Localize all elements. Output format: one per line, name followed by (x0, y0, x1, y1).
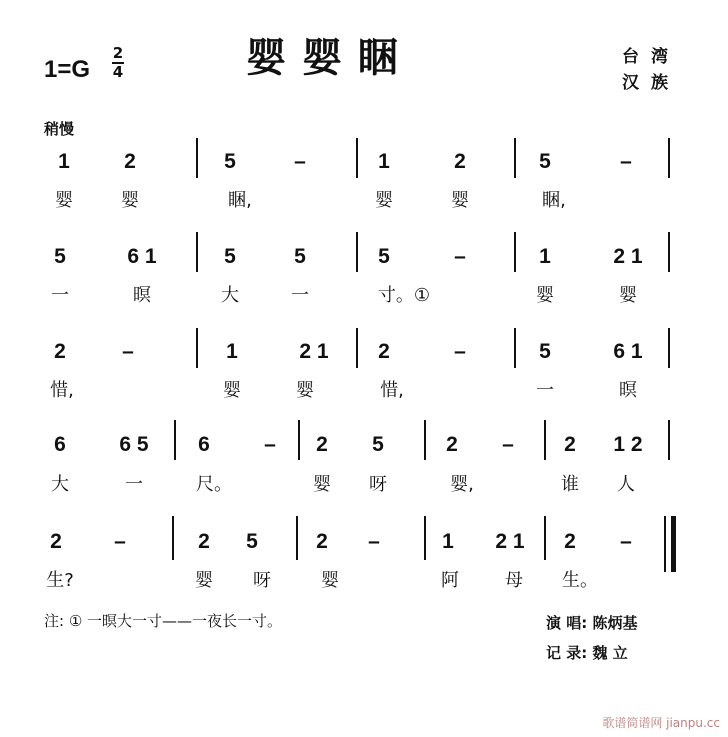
barline (356, 328, 358, 368)
lyric: 婴 (321, 570, 339, 591)
note: 1 (226, 340, 238, 363)
lyric: 惜, (380, 380, 404, 401)
footnote: 注: ① 一暝大一寸——一夜长一寸。 (44, 612, 283, 630)
lyric: 婴 (451, 190, 469, 211)
meter-top: 2 (112, 44, 124, 62)
barline (196, 232, 198, 272)
note: 2 (378, 340, 390, 363)
note: 5 (539, 340, 551, 363)
note: – (502, 433, 514, 456)
note: 6 (198, 433, 210, 456)
lyric: 母 (505, 570, 523, 591)
barline (514, 232, 516, 272)
note: 1 (442, 530, 454, 553)
note: 2 (564, 530, 576, 553)
barline (356, 232, 358, 272)
lyric: 人 (617, 474, 635, 495)
note: 2 1 (495, 530, 525, 553)
lyric: 呀 (253, 570, 271, 591)
note: – (294, 150, 306, 173)
lyric: 尺。 (196, 474, 232, 495)
lyric: 睏, (228, 190, 252, 211)
lyric: 阿 (441, 570, 459, 591)
barline (668, 232, 670, 272)
note: 5 (246, 530, 258, 553)
note: – (122, 340, 134, 363)
barline (668, 420, 670, 460)
note: – (454, 245, 466, 268)
lyric: 呀 (369, 474, 387, 495)
barline (356, 138, 358, 178)
meter-bottom: 4 (112, 63, 124, 81)
lyric: 生? (46, 570, 74, 591)
barline (424, 420, 426, 460)
watermark: 歌谱简谱网 jianpu.cc (602, 716, 720, 730)
note: 5 (54, 245, 66, 268)
lyric: 婴, (450, 474, 474, 495)
lyric: 大 (221, 285, 239, 306)
lyric: 婴 (223, 380, 241, 401)
lyric: 寸。① (377, 285, 431, 306)
lyric: 婴 (536, 285, 554, 306)
barline (544, 420, 546, 460)
barline (296, 516, 298, 560)
lyric: 一 (125, 474, 143, 495)
lyric: 婴 (313, 474, 331, 495)
barline (298, 420, 300, 460)
note: 2 (316, 530, 328, 553)
barline (172, 516, 174, 560)
barline (668, 328, 670, 368)
note: 2 (454, 150, 466, 173)
singer-credit: 演 唱: 陈炳基 (546, 614, 638, 632)
note: 5 (372, 433, 384, 456)
note: 2 1 (299, 340, 329, 363)
barline (196, 328, 198, 368)
lyric: 婴 (619, 285, 637, 306)
lyric: 婴 (195, 570, 213, 591)
note: – (264, 433, 276, 456)
note: 2 (446, 433, 458, 456)
note: 2 (54, 340, 66, 363)
note: 5 (224, 150, 236, 173)
note: 2 (124, 150, 136, 173)
note: 2 (50, 530, 62, 553)
lyric: 一 (291, 285, 309, 306)
lyric: 婴 (121, 190, 139, 211)
note: 5 (378, 245, 390, 268)
tempo-marking: 稍慢 (44, 120, 75, 138)
note: 6 1 (127, 245, 157, 268)
barline (514, 328, 516, 368)
barline (196, 138, 198, 178)
final-barline-thick (671, 516, 676, 572)
note: 2 (198, 530, 210, 553)
note: 6 5 (119, 433, 149, 456)
note: 1 (539, 245, 551, 268)
note: – (620, 150, 632, 173)
note: 1 (378, 150, 390, 173)
lyric: 一 (51, 285, 69, 306)
note: – (454, 340, 466, 363)
lyric: 谁 (561, 474, 579, 495)
final-barline-thin (664, 516, 666, 572)
key-signature: 1=G (44, 56, 91, 83)
note: 2 (316, 433, 328, 456)
note: – (620, 530, 632, 553)
lyric: 婴 (375, 190, 393, 211)
song-title: 婴婴睏 (246, 35, 414, 81)
recorder-credit: 记 录: 魏 立 (546, 644, 628, 662)
barline (668, 138, 670, 178)
time-signature (112, 46, 124, 80)
barline (174, 420, 176, 460)
origin-region: 台湾 (622, 47, 680, 67)
note: 6 1 (613, 340, 643, 363)
lyric: 一 (536, 380, 554, 401)
lyric: 生。 (562, 570, 598, 591)
lyric: 暝 (133, 285, 151, 306)
note: 6 (54, 433, 66, 456)
lyric: 惜, (50, 380, 74, 401)
lyric: 睏, (542, 190, 566, 211)
note: 2 1 (613, 245, 643, 268)
origin-ethnicity: 汉族 (622, 73, 680, 93)
note: 2 (564, 433, 576, 456)
lyric: 大 (51, 474, 69, 495)
barline (544, 516, 546, 560)
note: 1 2 (613, 433, 643, 456)
note: 5 (294, 245, 306, 268)
lyric: 婴 (55, 190, 73, 211)
note: 5 (224, 245, 236, 268)
lyric: 婴 (296, 380, 314, 401)
note: – (368, 530, 380, 553)
lyric: 暝 (619, 380, 637, 401)
barline (424, 516, 426, 560)
note: 5 (539, 150, 551, 173)
barline (514, 138, 516, 178)
note: 1 (58, 150, 70, 173)
note: – (114, 530, 126, 553)
